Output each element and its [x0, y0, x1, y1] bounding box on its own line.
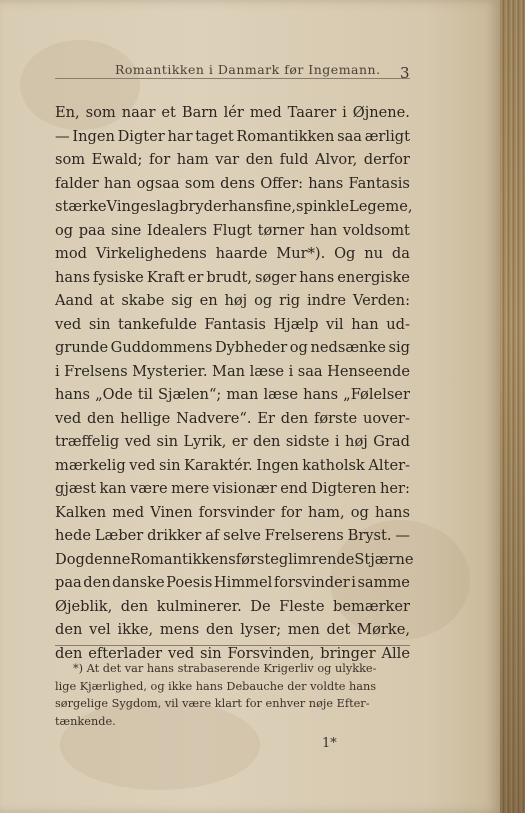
- text-line: paa den danske Poesis Himmel forsvinder i samme: [55, 574, 410, 591]
- text-line: En, som naar et Barn lér med Taarer i Øjnene.: [55, 104, 410, 121]
- signature-mark: 1*: [322, 736, 337, 751]
- text-line: ved den hellige Nadvere“. Er den første uover-: [55, 409, 410, 427]
- text-line: hans „Ode til Sjælen“; man læse hans „Følelser: [55, 386, 410, 403]
- running-head-title: Romantikken i Danmark før Ingemann.: [115, 62, 381, 77]
- text-line: falder han ogsaa som dens Offer: hans Fantasis: [55, 174, 410, 192]
- text-line: i Frelsens Mysterier. Man læse i saa Henseende: [55, 362, 410, 380]
- footnote-line: tænkende.: [55, 714, 116, 728]
- text-line: som Ewald; for ham var den fuld Alvor, derfor: [55, 151, 410, 168]
- text-line: stærke Vingeslag bryder hans fine, spinkle Legeme,: [55, 198, 413, 215]
- footnote-rule: [55, 645, 410, 646]
- page-edge: [500, 0, 525, 813]
- text-line: mod Virkelighedens haarde Mur*). Og nu da: [55, 245, 410, 262]
- footnote: [55, 660, 410, 730]
- text-line: træffelig ved sin Lyrik, er den sidste i høj Grad: [55, 433, 410, 450]
- footnote-line: sørgelige Sygdom, vil være klart for enhver nøje Efter-: [55, 697, 370, 710]
- page-number: 3: [400, 64, 410, 82]
- text-line: ved sin tankefulde Fantasis Hjælp vil han ud-: [55, 315, 410, 333]
- body-text: [55, 101, 414, 665]
- running-head: [55, 58, 410, 82]
- text-line: grunde Guddommens Dybheder og nedsænke sig: [55, 339, 410, 356]
- text-line: den vel ikke, mens den lyser; men det Mørke,: [55, 621, 410, 638]
- text-line: Øjeblik, den kulminerer. De Fleste bemærker: [55, 597, 410, 615]
- text-line: Kalken med Vinen forsvinder for ham, og hans: [55, 503, 410, 521]
- text-line: den efterlader ved sin Forsvinden, bringer Alle: [55, 644, 410, 662]
- text-line: hede Læber drikker af selve Frelserens Bryst. —: [55, 527, 410, 544]
- text-line: mærkelig ved sin Karaktér. Ingen katholsk Alter-: [55, 456, 410, 474]
- text-line: og paa sine Idealers Flugt tørner han voldsomt: [55, 221, 410, 239]
- text-line: Aand at skabe sig en høj og rig indre Verden:: [55, 292, 410, 309]
- text-line: — Ingen Digter har taget Romantikken saa ærligt: [55, 127, 410, 145]
- text-line: Dog denne Romantikkens første glimrende Stjærne: [55, 550, 414, 568]
- text-line: hans fysiske Kraft er brudt, søger hans energiske: [55, 268, 410, 286]
- text-line: gjæst kan være mere visionær end Digteren her:: [55, 480, 410, 497]
- footnote-line: lige Kjærlighed, og ikke hans Debauche der voldte hans: [55, 679, 377, 693]
- footnote-line: *) At det var hans strabaserende Krigerliv og ulykke-: [73, 662, 377, 675]
